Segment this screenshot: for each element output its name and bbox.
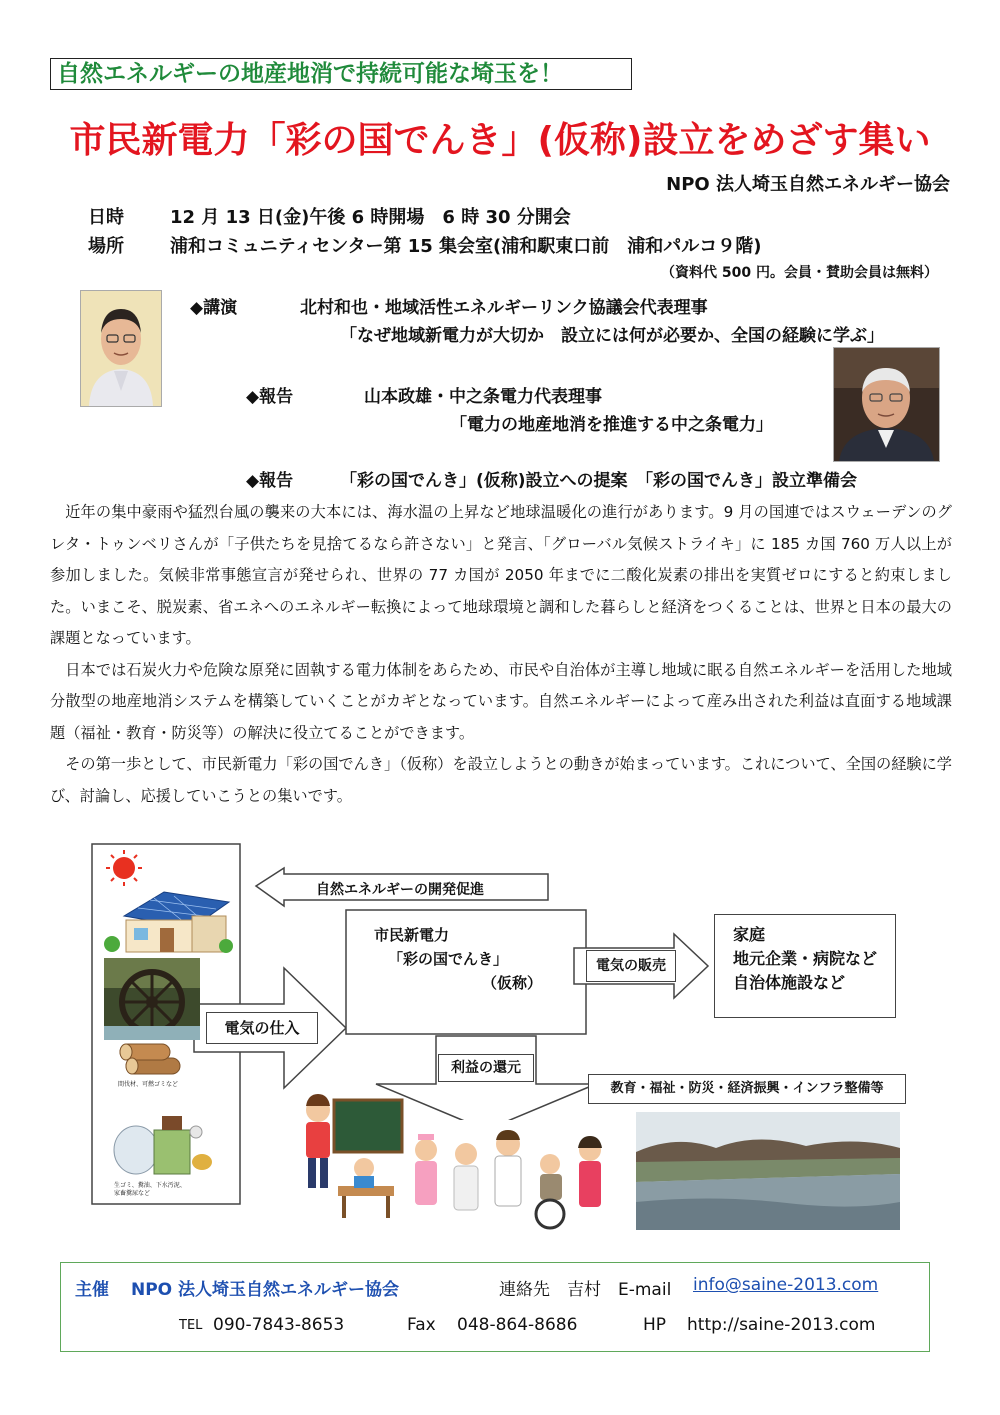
lecture-speaker: 北村和也・地域活性エネルギーリンク協議会代表理事 [300, 298, 708, 318]
biomass-waste-image [110, 1092, 220, 1184]
purchase-label: 電気の仕入 [206, 1012, 318, 1044]
energy-flow-diagram [88, 838, 918, 1238]
fax-number: 048-864-8686 [457, 1315, 578, 1335]
place-value: 浦和コミュニティセンター第 15 集会室(浦和駅東口前 浦和パルコ９階) [170, 236, 762, 257]
lecture-topic: 「なぜ地域新電力が大切か 設立には何が必要か、全国の経験に学ぶ」 [340, 326, 884, 346]
email-link[interactable]: info@saine-2013.com [693, 1275, 879, 1295]
host-name: NPO 法人埼玉自然エネルギー協会 [131, 1280, 400, 1300]
hp-label: HP [643, 1315, 667, 1335]
report2-label: ◆報告 [246, 471, 294, 491]
caption-waste-1: 生ゴミ、糞油、下水汚泥、 [114, 1182, 186, 1189]
report1-label: ◆報告 [246, 387, 294, 407]
host-label: 主催 [75, 1280, 109, 1300]
paragraph-3: その第一歩として、市民新電力「彩の国でんき」（仮称）を設立しようとの動きが始まっています。これについて、全国の経験に学び、討論し、応援していこうとの集いです。 [50, 755, 952, 805]
caption-waste-2: 家畜糞尿など [114, 1190, 151, 1197]
main-title: 市民新電力「彩の国でんき」(仮称)設立をめざす集い [69, 120, 931, 161]
customers-line2: 地元企業・病院など [733, 949, 878, 968]
speaker-photo-yamamoto [833, 347, 940, 462]
uses-label: 教育・福祉・防災・経済振興・インフラ整備等 [588, 1074, 906, 1104]
date-value: 12 月 13 日(金)午後 6 時開場 6 時 30 分開会 [170, 207, 571, 228]
speaker-photo-kitamura [80, 290, 162, 407]
customers-line1: 家庭 [733, 925, 766, 944]
company-name-line3: （仮称） [482, 974, 543, 992]
return-label: 利益の還元 [438, 1054, 534, 1082]
organizer-name: NPO 法人埼玉自然エネルギー協会 [666, 174, 950, 195]
community-people-illustration [404, 1120, 614, 1232]
hp-url[interactable]: http://saine-2013.com [687, 1315, 876, 1335]
date-label: 日時 [88, 207, 124, 228]
paragraph-1: 近年の集中豪雨や猛烈台風の襲来の大本には、海水温の上昇など地球温暖化の進行があります。9 月の国連ではスウェーデンのグレタ・トゥンベリさんが「子供たちを見捨てるなら許さない」と発言、「グローバル気候ストライキ」に 185 カ国 760 万人以上が参加しました。気候非常事態宣言が発せられ、世界の 77 カ国が 2050 年までに二酸化炭素の排出を実質ゼロにすると約束しました。いまこそ、脱炭素、省エネへのエネルギー転換によって地球環境と調和した暮らしと経済をつくることは、世界と日本の最大の課題となっています。 [50, 503, 952, 647]
contact-label: 連絡先 吉村 E-mail [499, 1280, 672, 1300]
tel-label: TEL [179, 1318, 203, 1333]
river-landscape-photo [636, 1112, 900, 1230]
water-wheel-photo [104, 958, 200, 1040]
company-name-line1: 市民新電力 [374, 926, 450, 944]
tagline-banner: 自然エネルギーの地産地消で持続可能な埼玉を！ [50, 58, 632, 90]
education-illustration [298, 1088, 406, 1222]
report1-speaker: 山本政雄・中之条電力代表理事 [364, 387, 602, 407]
company-name-line2: 「彩の国でんき」 [388, 950, 509, 968]
paragraph-2: 日本では石炭火力や危険な原発に固執する電力体制をあらため、市民や自治体が主導し地域に眠る自然エネルギーを活用した地域分散型の地産地消システムを構築していくことがカギとなっています。自然エネルギーによって産み出された利益は直面する地域課題（福祉・教育・防災等）の解決に役立てることができます。 [50, 660, 952, 742]
timber-logs-image [118, 1042, 188, 1078]
footer-contact-box [60, 1262, 930, 1352]
report2-topic: 「彩の国でんき」(仮称)設立への提案 「彩の国でんき」設立準備会 [340, 471, 858, 491]
caption-wood: 間伐材、可燃ゴミなど [118, 1081, 179, 1088]
sales-label: 電気の販売 [586, 950, 676, 982]
tel-number: 090-7843-8653 [213, 1315, 345, 1335]
place-label: 場所 [88, 236, 124, 257]
report1-topic: 「電力の地産地消を推進する中之条電力」 [450, 415, 773, 435]
lecture-label: ◆講演 [190, 298, 238, 318]
fee-note: （資料代 500 円。会員・賛助会員は無料） [661, 265, 938, 281]
promotion-label: 自然エネルギーの開発促進 [316, 882, 484, 898]
customers-line3: 自治体施設など [733, 973, 846, 992]
fax-label: Fax [407, 1315, 436, 1335]
body-text [50, 497, 952, 812]
solar-house-image [104, 850, 234, 956]
customers-box [714, 914, 896, 1018]
